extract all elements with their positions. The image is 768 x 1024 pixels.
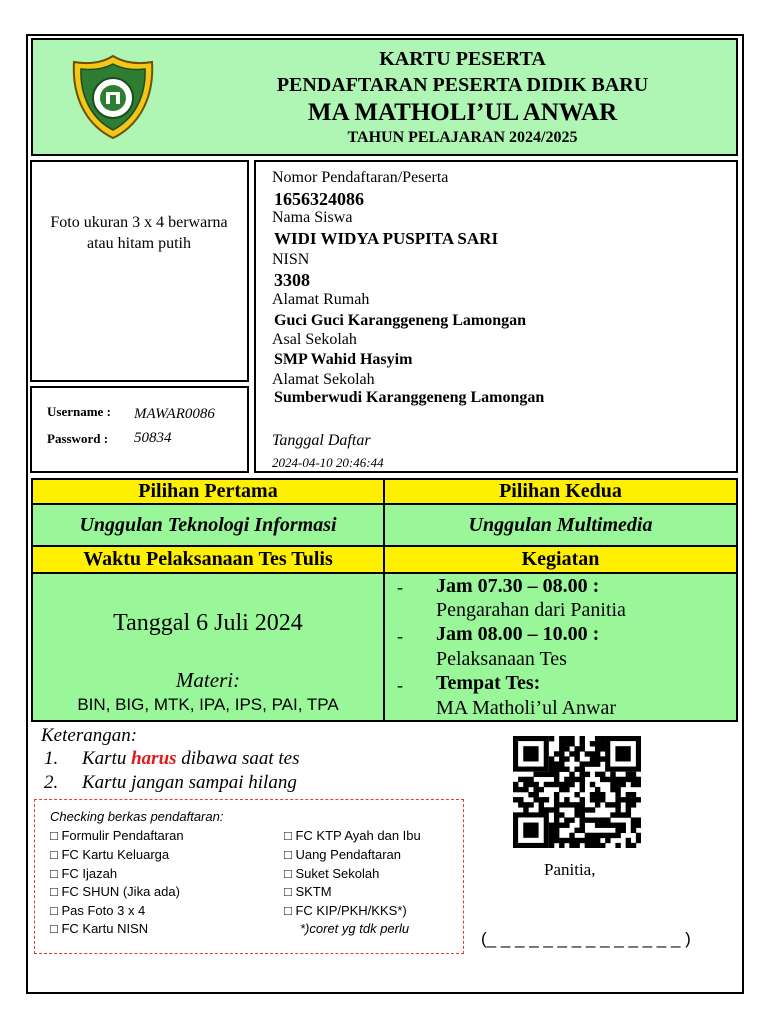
checklist-item: □ SKTM (284, 884, 332, 899)
checklist-item: □ Formulir Pendaftaran (50, 828, 184, 843)
checklist-item: □ FC KTP Ayah dan Ibu (284, 828, 421, 843)
checklist-footnote: *)coret yg tdk perlu (300, 921, 410, 936)
note-2-number: 2. (44, 772, 59, 793)
card-subtitle: PENDAFTARAN PESERTA DIDIK BARU (276, 74, 649, 96)
materi-value: BIN, BIG, MTK, IPA, IPS, PAI, TPA (77, 695, 339, 714)
activity-cell (383, 572, 738, 722)
bullet-dash: - (397, 577, 403, 597)
test-time-header: Waktu Pelaksanaan Tes Tulis (31, 545, 385, 574)
activity-1-title: Jam 07.30 – 08.00 : (436, 575, 600, 597)
nisn-label: NISN (272, 251, 310, 268)
bullet-dash: - (397, 626, 403, 646)
qr-code-icon (513, 736, 641, 848)
password-label: Password : (47, 431, 109, 446)
checklist-item: □ Pas Foto 3 x 4 (50, 903, 146, 918)
activity-3-title: Tempat Tes: (436, 672, 541, 694)
academic-year: TAHUN PELAJARAN 2024/2025 (347, 129, 578, 146)
register-date-value: 2024-04-10 20:46:44 (272, 455, 384, 470)
activity-2-title: Jam 08.00 – 10.00 : (436, 623, 600, 645)
name-value: WIDI WIDYA PUSPITA SARI (274, 229, 499, 248)
materi-label: Materi: (175, 668, 241, 692)
name-label: Nama Siswa (272, 209, 353, 226)
school-shield-emblem-icon (70, 54, 156, 140)
photo-placeholder (30, 160, 249, 382)
activity-header: Kegiatan (383, 545, 738, 574)
test-date-cell (31, 572, 385, 722)
note-1-number: 1. (44, 748, 59, 769)
address-value: Guci Guci Karanggeneng Lamongan (274, 312, 527, 329)
notes-title: Keterangan: (41, 725, 138, 746)
test-date: Tanggal 6 Juli 2024 (113, 610, 303, 636)
username-label: Username : (47, 404, 111, 419)
register-date-label: Tanggal Daftar (272, 432, 371, 449)
photo-instruction: Foto ukuran 3 x 4 berwarna atau hitam putih (50, 214, 228, 252)
first-choice-header: Pilihan Pertama (31, 478, 385, 505)
note-1 (82, 748, 300, 770)
checklist-item: □ Uang Pendaftaran (284, 847, 401, 862)
card-title: KARTU PESERTA (379, 48, 546, 70)
checklist-title: Checking berkas pendaftaran: (50, 809, 224, 824)
signature-label: Panitia, (544, 860, 596, 879)
username-value: MAWAR0086 (134, 406, 215, 422)
reg-no-label: Nomor Pendaftaran/Peserta (272, 169, 449, 186)
checklist-item: □ FC Kartu Keluarga (50, 847, 170, 862)
checklist-item: □ Suket Sekolah (284, 866, 380, 881)
activity-3-desc: MA Matholi’ul Anwar (436, 697, 616, 719)
note-1-emphasis: harus (131, 748, 177, 769)
second-choice-header: Pilihan Kedua (383, 478, 738, 505)
activity-1-desc: Pengarahan dari Panitia (436, 599, 626, 621)
bullet-dash: - (397, 675, 403, 695)
nisn-value: 3308 (274, 270, 310, 290)
first-choice-value: Unggulan Teknologi Informasi (31, 503, 385, 547)
signature-line: (_ _ _ _ _ _ _ _ _ _ _ _ _ _ ) (481, 929, 691, 948)
checklist-item: □ FC Kartu NISN (50, 921, 149, 936)
checklist-item: □ FC Ijazah (50, 866, 118, 881)
note-1-text: Kartu (82, 748, 132, 769)
checklist-item: □ FC SHUN (Jika ada) (50, 884, 180, 899)
password-value: 50834 (134, 430, 172, 446)
school-name: MA MATHOLI’UL ANWAR (307, 99, 618, 126)
school-origin-value: SMP Wahid Hasyim (274, 351, 413, 368)
exam-table (31, 478, 738, 722)
note-2: Kartu jangan sampai hilang (82, 772, 297, 793)
reg-no-value: 1656324086 (274, 189, 364, 209)
checklist-item: □ FC KIP/PKH/KKS*) (284, 903, 407, 918)
second-choice-value: Unggulan Multimedia (383, 503, 738, 547)
address-label: Alamat Rumah (272, 291, 370, 308)
note-1-text-end: dibawa saat tes (176, 748, 300, 769)
school-origin-label: Asal Sekolah (272, 331, 357, 348)
school-address-label: Alamat Sekolah (272, 371, 375, 388)
school-address-value: Sumberwudi Karanggeneng Lamongan (274, 389, 545, 406)
activity-2-desc: Pelaksanaan Tes (436, 648, 567, 670)
